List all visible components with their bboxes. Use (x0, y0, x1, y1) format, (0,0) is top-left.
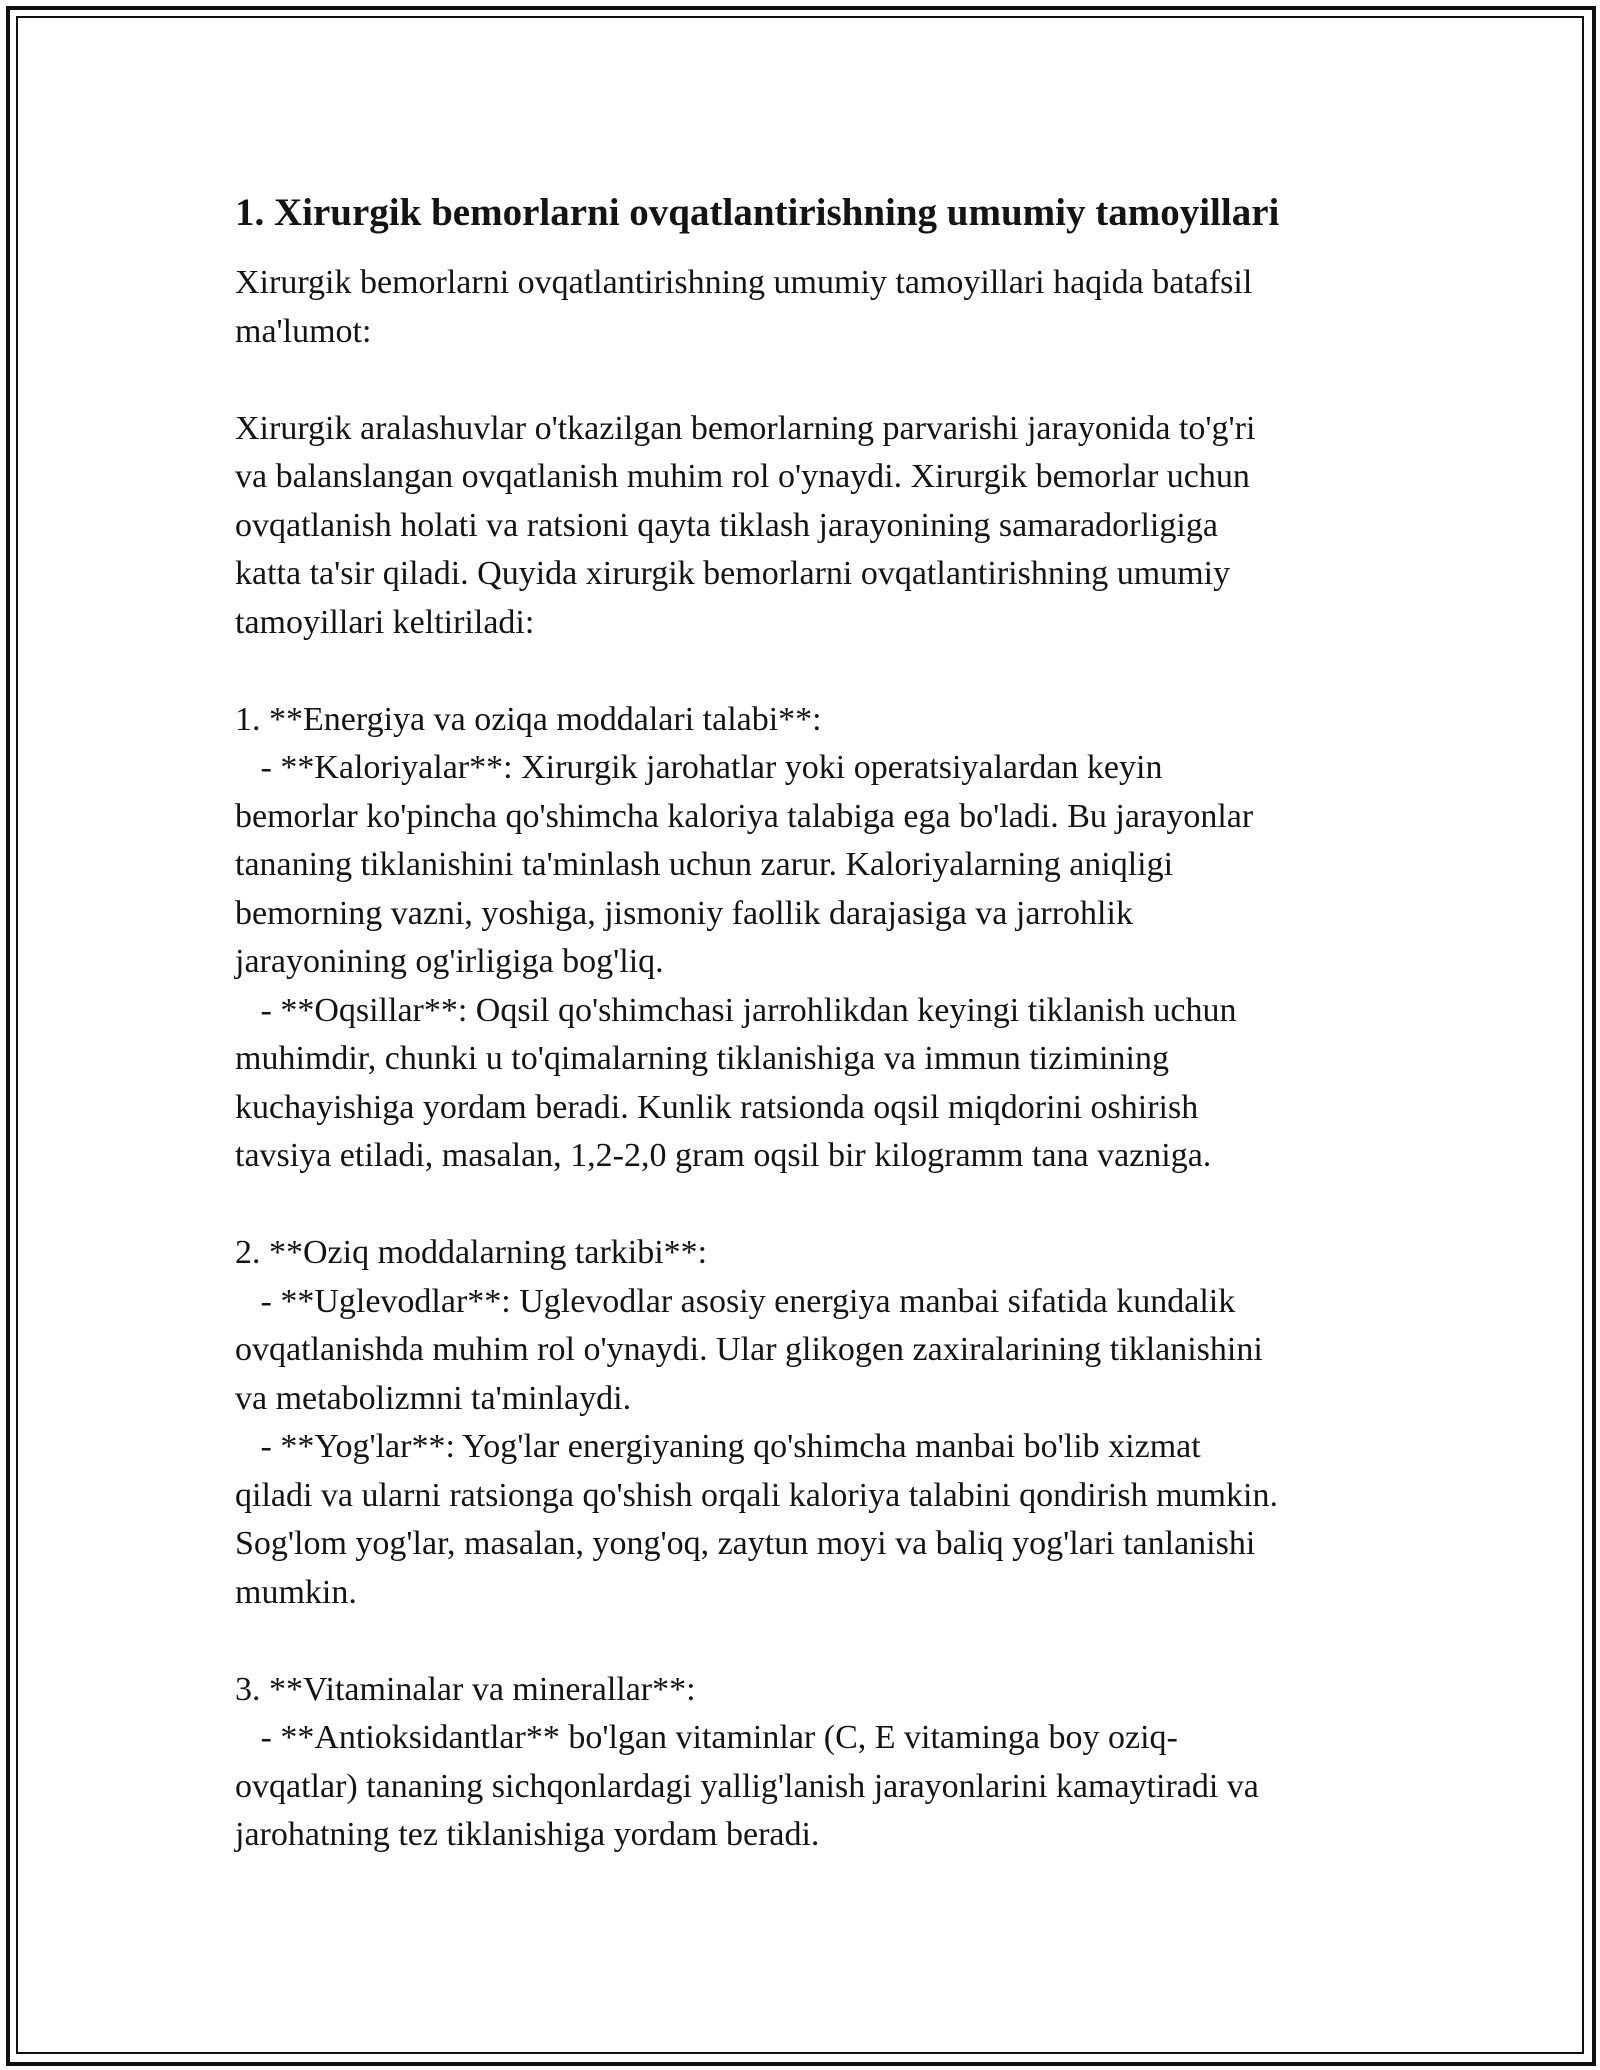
paragraph-gap (235, 647, 1375, 696)
text-line: bemorning vazni, yoshiga, jismoniy faollik darajasiga va jarrohlik (235, 894, 1133, 932)
text-line: tavsiya etiladi, masalan, 1,2-2,0 gram oqsil bir kilogramm tana vazniga. (235, 1137, 1212, 1174)
text-line: tamoyillari keltiriladi: (235, 603, 535, 641)
list-heading: 1. **Energiya va oziqa moddalari talabi**: (235, 700, 822, 738)
list-item-line: - **Antioksidantlar** bo'lgan vitaminlar (C, E vitaminga boy oziq- (235, 1719, 1178, 1756)
list-item-line: - **Uglevodlar**: Uglevodlar asosiy energiya manbai sifatida kundalik (235, 1282, 1236, 1320)
list-heading: 3. **Vitaminalar va minerallar**: (235, 1670, 696, 1708)
text-line: kuchayishiga yordam beradi. Kunlik ratsionda oqsil miqdorini oshirish (235, 1088, 1199, 1126)
text-line: muhimdir, chunki u to'qimalarning tiklanishiga va immun tizimining (235, 1040, 1169, 1077)
text-line: va balanslangan ovqatlanish muhim rol o'ynaydi. Xirurgik bemorlar uchun (235, 458, 1250, 495)
text-line: ovqatlar) tananing sichqonlardagi yallig'lanish jarayonlarini kamaytiradi va (235, 1767, 1259, 1805)
text-line: bemorlar ko'pincha qo'shimcha kaloriya talabiga ega bo'ladi. Bu jarayonlar (235, 797, 1254, 835)
paragraph-gap (235, 1617, 1375, 1666)
text-line: tananing tiklanishini ta'minlash uchun zarur. Kaloriyalarning aniqligi (235, 846, 1174, 883)
text-line: katta ta'sir qiladi. Quyida xirurgik bemorlarni ovqatlantirishning umumiy (235, 555, 1231, 592)
text-line: ma'lumot: (235, 312, 372, 350)
text-line: jarayonining og'irligiga bog'liq. (235, 943, 664, 980)
text-line: va metabolizmni ta'minlaydi. (235, 1379, 632, 1417)
document-body (235, 185, 1375, 1860)
text-line: Sog'lom yog'lar, masalan, yong'oq, zaytun moyi va baliq yog'lari tanlanishi (235, 1525, 1256, 1562)
list-heading: 2. **Oziq moddalarning tarkibi**: (235, 1234, 708, 1271)
text-line: ovqatlanish holati va ratsioni qayta tiklash jarayonining samaradorligiga (235, 506, 1218, 544)
document-title: 1. Xirurgik bemorlarni ovqatlantirishning umumiy tamoyillari (235, 191, 1280, 234)
list-item-line: - **Yog'lar**: Yog'lar energiyaning qo'shimcha manbai bo'lib xizmat (235, 1428, 1201, 1465)
text-line: Xirurgik bemorlarni ovqatlantirishning umumiy tamoyillari haqida batafsil (235, 264, 1253, 301)
text-line: qiladi va ularni ratsionga qo'shish orqali kaloriya talabini qondirish mumkin. (235, 1476, 1278, 1514)
list-item-line: - **Oqsillar**: Oqsil qo'shimchasi jarrohlikdan keyingi tiklanish uchun (235, 991, 1237, 1029)
text-line: ovqatlanishda muhim rol o'ynaydi. Ular glikogen zaxiralarining tiklanishini (235, 1331, 1263, 1368)
text-line: mumkin. (235, 1573, 357, 1611)
paragraph-gap (235, 356, 1375, 405)
paragraph-gap (235, 1181, 1375, 1230)
list-item-line: - **Kaloriyalar**: Xirurgik jarohatlar yoki operatsiyalardan keyin (235, 749, 1163, 786)
text-line: jarohatning tez tiklanishiga yordam beradi. (235, 1816, 820, 1853)
text-line: Xirurgik aralashuvlar o'tkazilgan bemorlarning parvarishi jarayonida to'g'ri (235, 409, 1256, 447)
